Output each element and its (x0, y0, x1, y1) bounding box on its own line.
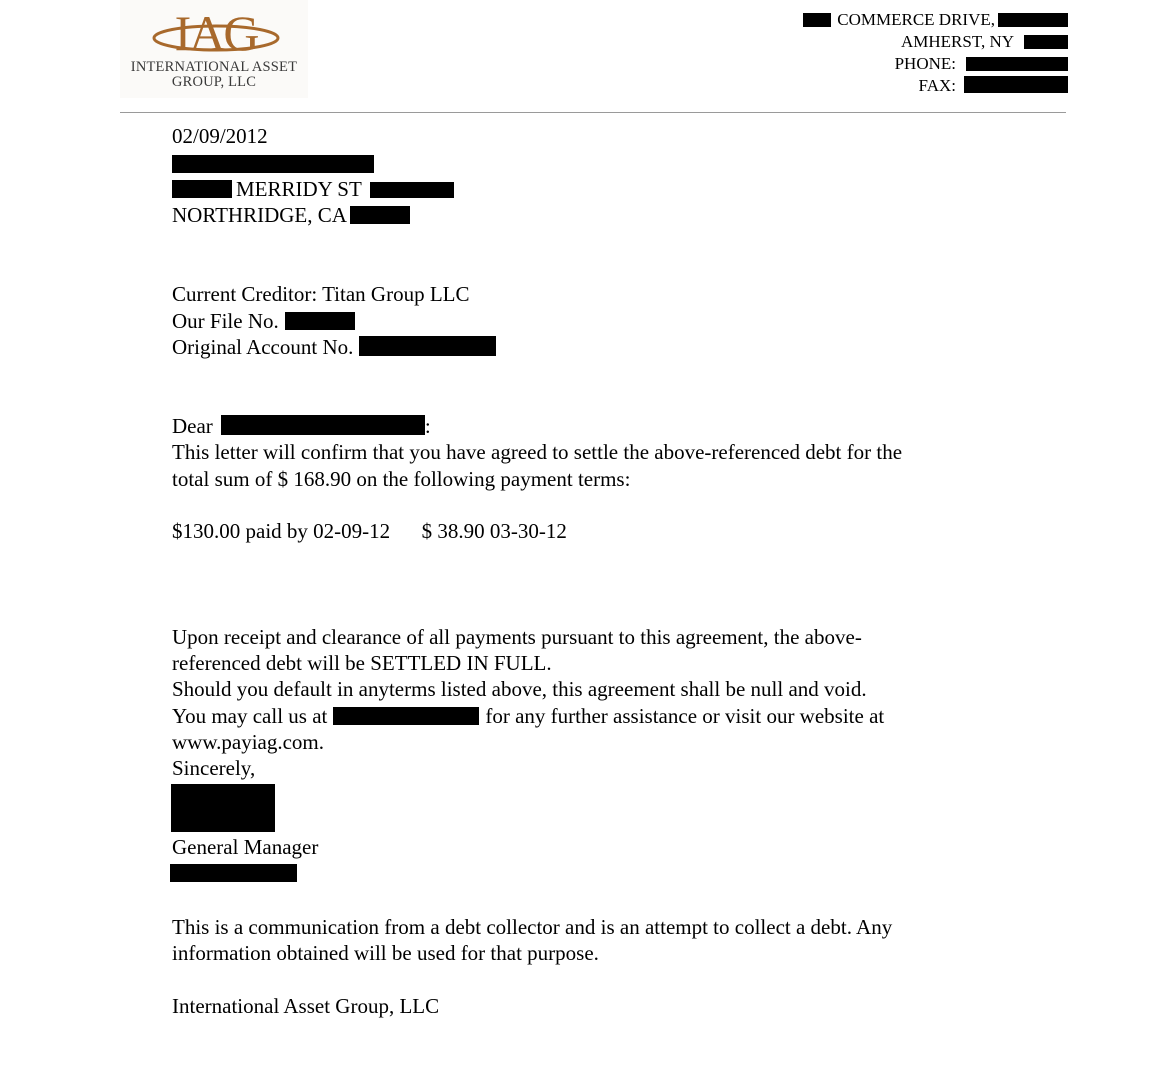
redaction-bar (172, 155, 374, 173)
address-city: AMHERST, NY (900, 32, 1014, 51)
address-street: COMMERCE DRIVE, (837, 10, 995, 29)
body-paragraph-1-line-1: This letter will confirm that you have agreed to settle the above-referenced debt for the (172, 440, 903, 464)
file-number-label: Our File No. (172, 309, 279, 333)
recipient-street-line (172, 176, 454, 202)
logo-company-line2: GROUP, LLC (171, 74, 257, 90)
logo-company-line1: INTERNATIONAL ASSET (130, 59, 298, 75)
address-phone-line (803, 53, 1068, 75)
redaction-bar (221, 415, 425, 435)
redaction-bar (350, 206, 410, 224)
phone-label: PHONE: (894, 54, 956, 73)
address-street-line (803, 9, 1068, 31)
redaction-bar (285, 312, 355, 330)
file-number-line (172, 308, 355, 334)
signature-redaction (171, 784, 275, 832)
account-number-line (172, 334, 496, 360)
fax-label: FAX: (918, 76, 956, 95)
closing: Sincerely, (172, 756, 256, 780)
contact-line (172, 703, 884, 729)
header-divider (120, 112, 1066, 113)
redaction-bar (359, 336, 496, 356)
call-prefix: You may call us at (172, 704, 328, 728)
body-paragraph-1-line-2: total sum of $ 168.90 on the following payment terms: (172, 467, 631, 491)
payment-terms: $130.00 paid by 02-09-12 $ 38.90 03-30-12 (172, 519, 567, 543)
address-city-line (803, 31, 1068, 53)
redaction-bar (998, 13, 1068, 27)
salutation (172, 413, 431, 439)
logo-company-name (120, 60, 308, 90)
redaction-bar (803, 13, 831, 27)
redaction-bar (1024, 35, 1068, 49)
salutation-prefix: Dear (172, 414, 213, 438)
recipient-street: MERRIDY ST (236, 177, 362, 201)
address-fax-line (803, 75, 1068, 97)
recipient-city: NORTHRIDGE, CA (172, 203, 347, 227)
logo-letters: IAG (174, 5, 258, 60)
account-number-label: Original Account No. (172, 335, 354, 359)
disclaimer-line-2: information obtained will be used for that purpose. (172, 941, 599, 965)
company-logo (120, 0, 308, 98)
disclaimer-line-1: This is a communication from a debt collector and is an attempt to collect a debt. Any (172, 915, 893, 939)
redaction-bar (370, 182, 454, 198)
call-suffix: for any further assistance or visit our website at (485, 704, 885, 728)
current-creditor: Current Creditor: Titan Group LLC (172, 282, 470, 306)
company-address (803, 9, 1068, 97)
body-paragraph-2-line-1: Upon receipt and clearance of all payments pursuant to this agreement, the above- (172, 625, 862, 649)
redaction-bar (172, 180, 232, 198)
redaction-bar (170, 864, 297, 882)
website-link[interactable]: www.payiag.com. (172, 730, 325, 754)
iag-logo-mark (120, 0, 308, 60)
redaction-bar (966, 57, 1068, 71)
footer-company: International Asset Group, LLC (172, 994, 440, 1018)
body-paragraph-2-line-3: Should you default in anyterms listed above, this agreement shall be null and void. (172, 677, 867, 701)
redaction-bar (964, 76, 1068, 93)
recipient-name-line (172, 151, 374, 177)
body-paragraph-2-line-2: referenced debt will be SETTLED IN FULL. (172, 651, 552, 675)
redaction-bar (333, 707, 479, 725)
recipient-city-line (172, 202, 410, 228)
letter-date: 02/09/2012 (172, 124, 268, 148)
salutation-suffix: : (424, 414, 431, 438)
signer-title: General Manager (172, 835, 319, 859)
